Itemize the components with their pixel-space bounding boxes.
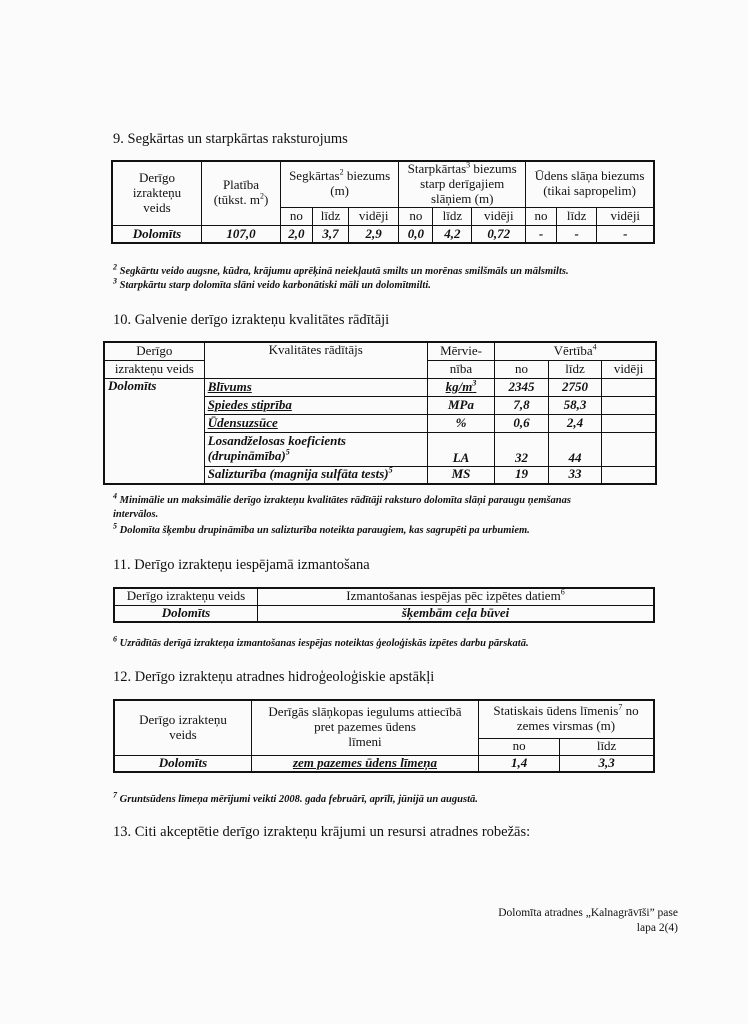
footnote-7: $^7$ Gruntsūdens līmeņa mērījumi veikti 2008. gada februārī, aprīlī, jūnijā un augustā. xyxy=(113,790,478,805)
footnote-3: $^3$ Starpkārtu starp dolomīta slāni veido karbonātiski māli un dolomītmilti. xyxy=(113,276,431,291)
sub-header: līdz xyxy=(548,360,601,378)
quality-videji xyxy=(602,432,656,466)
table-cell: 0,0 xyxy=(399,225,433,243)
header-mineral-type: Derīgo izrakteņu veids xyxy=(114,700,252,755)
quality-no: 32 xyxy=(495,432,548,466)
header-mineral-type-2: izrakteņu veids xyxy=(104,360,204,378)
table-cell: - xyxy=(597,225,654,243)
header-quality-indicator: Kvalitātes rādītājs xyxy=(204,342,427,378)
quality-videji xyxy=(602,378,656,396)
quality-lidz: 2,4 xyxy=(548,414,601,432)
quality-unit: $kg/m^3$ xyxy=(427,378,495,396)
quality-name: Ūdensuzsūce xyxy=(204,414,427,432)
table-cell: - xyxy=(556,225,597,243)
section-12-heading: 12. Derīgo izrakteņu atradnes hidroģeoloģiskie apstākļi xyxy=(113,669,435,685)
table-cell: 2,0 xyxy=(281,225,313,243)
sub-header: vidēji xyxy=(597,207,654,225)
quality-no: 7,8 xyxy=(495,396,548,414)
header-mineral-type: Derīgo izrakteņu veids xyxy=(112,161,202,225)
header-static-level: Statiskais ūdens līmenis$^7$ no zemes virsmas (m) xyxy=(479,700,655,738)
quality-no: 2345 xyxy=(495,378,548,396)
section-11-heading: 11. Derīgo izrakteņu iespējamā izmantošana xyxy=(113,557,370,573)
table-cell: Dolomīts xyxy=(112,225,202,243)
header-unit: Mērvie- xyxy=(427,342,495,360)
table-cell: 0,72 xyxy=(472,225,526,243)
level-lidz: 3,3 xyxy=(560,755,654,772)
header-unit-2: nība xyxy=(427,360,495,378)
quality-name: Losandželosas koeficients (drupināmība)$^5$ xyxy=(204,432,427,466)
quality-lidz: 2750 xyxy=(548,378,601,396)
usage-cell: šķembām ceļa būvei xyxy=(258,605,655,622)
quality-lidz: 44 xyxy=(548,432,601,466)
sub-header: vidēji xyxy=(602,360,656,378)
section-10-heading: 10. Galvenie derīgo izrakteņu kvalitātes rādītāji xyxy=(113,312,390,328)
quality-no: 19 xyxy=(495,466,548,484)
quality-unit: LA xyxy=(427,432,495,466)
quality-lidz: 33 xyxy=(548,466,601,484)
usage-table xyxy=(113,587,655,623)
footnote-5: $^5$ Dolomīta šķembu drupināmība un salizturība noteikta paraugiem, kas sagrupēti pa urbumiem. xyxy=(113,521,530,536)
page-footer xyxy=(498,906,678,936)
sub-header: no xyxy=(479,738,560,755)
sub-header: vidēji xyxy=(349,207,399,225)
quality-lidz: 58,3 xyxy=(548,396,601,414)
quality-name: Blīvums xyxy=(204,378,427,396)
overburden-table xyxy=(111,160,655,244)
footnote-4: $^4$ Minimālie un maksimālie derīgo izrakteņu kvalitātes rādītāji raksturo dolomīta slāņi paraugu ņemšanas intervālos. xyxy=(113,491,571,520)
quality-unit: % xyxy=(427,414,495,432)
table-cell: 2,9 xyxy=(349,225,399,243)
header-mineral-type: Derīgo izrakteņu veids xyxy=(114,588,258,605)
quality-name: Spiedes stiprība xyxy=(204,396,427,414)
header-interlayer-thickness: Starpkārtas$^3$ biezums starp derīgajiem slāņiem (m) xyxy=(399,161,526,207)
sub-header: līdz xyxy=(312,207,348,225)
table-cell: 3,7 xyxy=(312,225,348,243)
quality-unit: MPa xyxy=(427,396,495,414)
quality-no: 0,6 xyxy=(495,414,548,432)
sub-header: vidēji xyxy=(472,207,526,225)
footnote-2: $^2$ Segkārtu veido augsne, kūdra, krājumu aprēķinā neiekļautā smilts un morēnas smilšmāls un mālsmilts. xyxy=(113,262,569,277)
header-usage: Izmantošanas iespējas pēc izpētes datiem$^6$ xyxy=(258,588,655,605)
hydrogeology-table xyxy=(113,699,655,773)
mineral-cell: Dolomīts xyxy=(114,605,258,622)
sub-header: no xyxy=(399,207,433,225)
section-9-heading: 9. Segkārtas un starpkārtas raksturojums xyxy=(113,131,348,147)
sub-header: no xyxy=(281,207,313,225)
footnote-6: $^6$ Uzrādītās derīgā izrakteņa izmantošanas iespējas noteiktas ģeoloģiskās izpētes darbu pārskatā. xyxy=(113,634,529,649)
sub-header: līdz xyxy=(556,207,597,225)
table-cell: 4,2 xyxy=(433,225,472,243)
header-overburden-thickness: Segkārtas$^2$ biezums (m) xyxy=(281,161,399,207)
section-13-heading: 13. Citi akceptētie derīgo izrakteņu krājumi un resursi atradnes robežās: xyxy=(113,824,531,840)
header-value: Vērtība$^4$ xyxy=(495,342,656,360)
table-cell: - xyxy=(526,225,557,243)
bedding-cell: zem pazemes ūdens līmeņa xyxy=(252,755,479,772)
sub-header: no xyxy=(526,207,557,225)
quality-table xyxy=(103,341,657,485)
header-area: Platība (tūkst. $m^2$) xyxy=(202,161,281,225)
header-bedding: Derīgās slāņkopas iegulums attiecībā pret pazemes ūdens līmeni xyxy=(252,700,479,755)
quality-unit: MS xyxy=(427,466,495,484)
footer-page-number: lapa 2(4) xyxy=(636,921,678,934)
quality-videji xyxy=(602,396,656,414)
sub-header: līdz xyxy=(560,738,654,755)
table-cell: 107,0 xyxy=(202,225,281,243)
quality-name: Salizturība (magnija sulfāta tests)$^5$ xyxy=(204,466,427,484)
sub-header: līdz xyxy=(433,207,472,225)
footer-title: Dolomīta atradnes „Kalnagrāvīši” pase xyxy=(498,907,678,919)
quality-videji xyxy=(602,466,656,484)
sub-header: no xyxy=(495,360,548,378)
level-no: 1,4 xyxy=(479,755,560,772)
header-mineral-type: Derīgo xyxy=(104,342,204,360)
quality-videji xyxy=(602,414,656,432)
mineral-cell: Dolomīts xyxy=(104,378,204,484)
header-water-thickness: Ūdens slāņa biezums (tikai sapropelim) xyxy=(526,161,654,207)
mineral-cell: Dolomīts xyxy=(114,755,252,772)
